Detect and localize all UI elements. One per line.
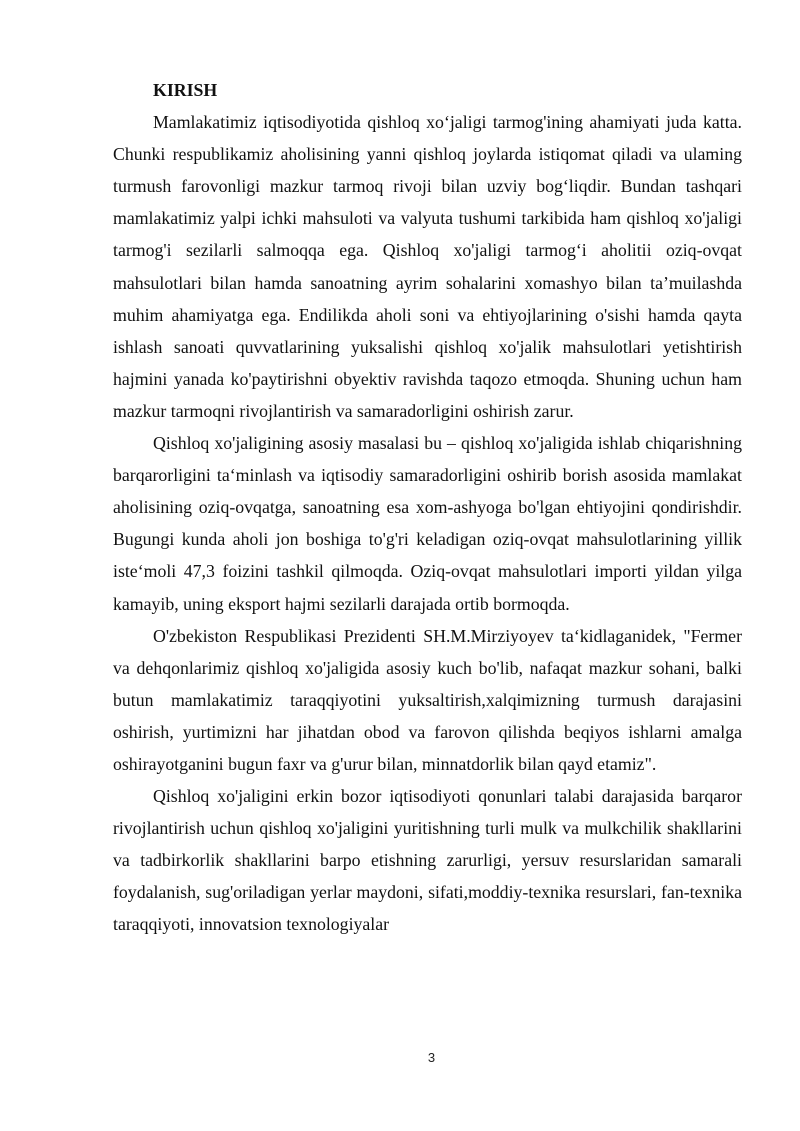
paragraph-intro: Mamlakatimiz iqtisodiyotida qishloq xo‘jaligi tarmog'ining ahamiyati juda katta. Chunki respublikamiz aholisining yanni qishloq joylarda istiqomat qiladi va ulaming turmush farovonligi mazkur tarmoq rivoji bilan uzviy bog‘liqdir. Bundan tashqari mamlakatimiz yalpi ichki mahsuloti va valyuta tushumi tarkibida ham qishloq xo'jaligi tarmog'i sezilarli salmoqqa ega. Qishloq xo'jaligi tarmog‘i aholitii oziq-ovqat mahsulotlari bilan hamda sanoatning ayrim sohalarini xomashyo bilan ta’muilashda muhim ahamiyatga ega. Endilikda aholi soni va ehtiyojlarining o'sishi hamda qayta ishlash sanoati quvvatlarining yuksalishi qishloq xo'jalik mahsulotlari yetishtirish hajmini yanada ko'paytirishni obyektiv ravishda taqozo etmoqda. Shuning uchun ham mazkur tarmoqni rivojlantirish va samaradorligini oshirish zarur. [113,112,742,421]
paragraph-president-quote: O'zbekiston Respublikasi Prezidenti SH.M.Mirziyoyev ta‘kidlaganidek, "Fermer va dehqonlarimiz qishloq xo'jaligida asosiy kuch bo'lib, nafaqat mazkur sohani, balki butun mamlakatimiz taraqqiyotini yuksaltirish,xalqimizning turmush darajasini oshirish, yurtimizni har jihatdan obod va farovon qilishda beqiyos ishlarni amalga oshirayotganini bugun faxr va g'urur bilan, minnatdorlik bilan qayd etamiz". [113,625,742,774]
page-number: 3 [427,1050,436,1065]
section-heading: KIRISH [153,80,218,100]
paragraph-development: Qishloq xo'jaligini erkin bozor iqtisodiyoti qonunlari talabi darajasida barqaror rivojlantirish uchun qishloq xo'jaligini yuritishning turli mulk va mulkchilik shakllarini va tadbirkorlik shakllarini barpo etishning zarurligi, yersuv resurslaridan samarali foydalanish, sug'oriladigan yerlar maydoni, sifati,moddiy-texnika resurslari, fan-texnika taraqqiyoti, innovatsion texnologiyalar [113,786,742,935]
document-page [113,74,742,941]
paragraph-main-task: Qishloq xo'jaligining asosiy masalasi bu – qishloq xo'jaligida ishlab chiqarishning barqarorligini ta‘minlash va iqtisodiy samaradorligini oshirib borish asosida mamlakat aholisining oziq-ovqatga, sanoatning esa xom-ashyoga bo'lgan ehtiyojini qondirishdir. Bugungi kunda aholi jon boshiga to'g'ri keladigan oziq-ovqat mahsulotlarining yillik iste‘moli 47,3 foizini tashkil qilmoqda. Oziq-ovqat mahsulotlari importi yildan yilga kamayib, uning eksport hajmi sezilarli darajada ortib bormoqda. [113,433,742,614]
